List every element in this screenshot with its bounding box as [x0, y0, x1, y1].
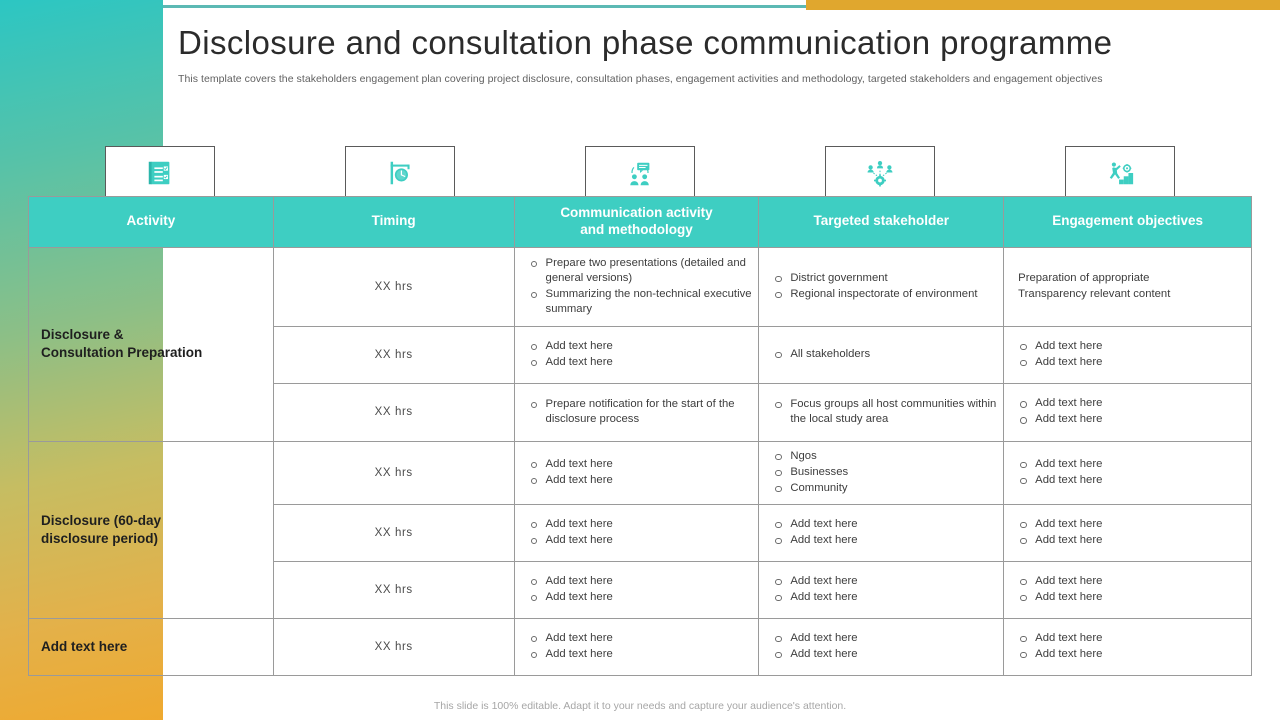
timing-value: XX hrs: [273, 561, 514, 618]
stakeholder-cell: [759, 326, 1004, 383]
communication-cell: [514, 326, 759, 383]
activity-label-line2: disclosure period): [41, 530, 159, 546]
communication-list: [527, 631, 753, 662]
stakeholder-list: [771, 397, 997, 427]
timing-value: XX hrs: [273, 247, 514, 326]
column-header-timing: Timing: [273, 197, 514, 248]
objectives-cell: [1004, 618, 1252, 675]
list-item: Add text here: [527, 517, 753, 532]
objectives-line: Transparency relevant content: [1018, 287, 1171, 300]
list-item: Add text here: [527, 574, 753, 589]
list-item: Add text here: [527, 647, 753, 662]
page-subtitle: This template covers the stakeholders engagement plan covering project disclosure, consultation phases, engagement activities and methodology, targeted stakeholders and engagement objectives: [178, 72, 1103, 85]
list-item: Add text here: [1016, 412, 1245, 427]
list-item: Add text here: [1016, 533, 1245, 548]
list-item: Add text here: [527, 457, 753, 472]
stakeholder-cell: [759, 383, 1004, 441]
table-body: [29, 247, 1252, 675]
objectives-cell: [1004, 561, 1252, 618]
list-item: Businesses: [771, 465, 997, 480]
communication-list: [527, 457, 753, 488]
list-item: Add text here: [771, 590, 997, 605]
activity-label-line1: Disclosure &: [41, 327, 124, 343]
objectives-list: [1016, 574, 1245, 605]
list-item: Add text here: [1016, 339, 1245, 354]
activity-group-label: [29, 247, 274, 441]
objectives-list: [1016, 339, 1245, 370]
timing-value: XX hrs: [273, 618, 514, 675]
table-row: [29, 247, 1252, 326]
communication-programme-table: [28, 196, 1252, 676]
objectives-list: [1016, 517, 1245, 548]
communication-cell: [514, 618, 759, 675]
table-row: [29, 618, 1252, 675]
list-item: All stakeholders: [771, 347, 997, 362]
objectives-cell: [1004, 326, 1252, 383]
timing-value: XX hrs: [273, 441, 514, 504]
objectives-list: [1016, 396, 1245, 427]
stakeholder-cell: [759, 618, 1004, 675]
footer-note: This slide is 100% editable. Adapt it to your needs and capture your audience's attention.: [433, 700, 847, 712]
column-header-stakeholder: Targeted stakeholder: [759, 197, 1004, 248]
list-item: Add text here: [1016, 574, 1245, 589]
list-item: Add text here: [1016, 590, 1245, 605]
column-header-communication-line1: Communication activity: [560, 205, 713, 220]
objectives-cell: [1004, 504, 1252, 561]
stakeholder-list: [771, 517, 997, 548]
table-header: [29, 197, 1252, 248]
column-header-activity: Activity: [29, 197, 274, 248]
communication-people-icon: [585, 146, 695, 198]
objectives-text: [1016, 271, 1245, 302]
list-item: Add text here: [527, 590, 753, 605]
list-item: Add text here: [1016, 457, 1245, 472]
page-title: Disclosure and consultation phase communication programme: [178, 24, 1113, 61]
column-header-communication-line2: and methodology: [580, 221, 693, 237]
stakeholder-cell: [759, 247, 1004, 326]
objectives-cell: [1004, 247, 1252, 326]
communication-cell: [514, 441, 759, 504]
checklist-icon: [105, 146, 215, 198]
timing-value: XX hrs: [273, 504, 514, 561]
activity-label-line1: Disclosure (60-day: [41, 512, 162, 528]
list-item: Summarizing the non-technical executive summary: [527, 287, 753, 317]
activity-label-line2: Consultation Preparation: [41, 345, 203, 361]
communication-list: [527, 574, 753, 605]
communication-cell: [514, 561, 759, 618]
objectives-cell: [1004, 383, 1252, 441]
table-header-row: [29, 197, 1252, 248]
stakeholder-list: [771, 449, 997, 496]
list-item: Add text here: [1016, 473, 1245, 488]
list-item: Add text here: [1016, 396, 1245, 411]
list-item: Add text here: [771, 517, 997, 532]
list-item: Prepare two presentations (detailed and general versions): [527, 256, 753, 286]
objectives-list: [1016, 631, 1245, 662]
objectives-cell: [1004, 441, 1252, 504]
clock-post-icon: [345, 146, 455, 198]
list-item: Add text here: [771, 533, 997, 548]
list-item: Focus groups all host communities within the local study area: [771, 397, 997, 427]
stakeholder-list: [771, 347, 997, 362]
person-stairs-goal-icon: [1065, 146, 1175, 198]
list-item: Add text here: [527, 473, 753, 488]
communication-list: [527, 256, 753, 317]
list-item: Add text here: [771, 647, 997, 662]
stakeholder-list: [771, 631, 997, 662]
list-item: Ngos: [771, 449, 997, 464]
stakeholder-list: [771, 271, 997, 302]
list-item: Add text here: [771, 631, 997, 646]
objectives-list: [1016, 457, 1245, 488]
stakeholder-cell: [759, 504, 1004, 561]
list-item: Add text here: [771, 574, 997, 589]
list-item: Add text here: [1016, 647, 1245, 662]
stakeholder-cell: [759, 561, 1004, 618]
activity-group-label: Add text here: [29, 618, 274, 675]
list-item: Add text here: [1016, 631, 1245, 646]
table-row: [29, 441, 1252, 504]
communication-cell: [514, 504, 759, 561]
communication-cell: [514, 383, 759, 441]
communication-list: [527, 339, 753, 370]
top-accent-line-teal: [163, 5, 807, 8]
column-header-objectives: Engagement objectives: [1004, 197, 1252, 248]
list-item: Add text here: [527, 631, 753, 646]
communication-list: [527, 397, 753, 427]
activity-group-label: [29, 441, 274, 618]
list-item: District government: [771, 271, 997, 286]
communication-cell: [514, 247, 759, 326]
stakeholder-list: [771, 574, 997, 605]
column-header-communication: [514, 197, 759, 248]
list-item: Add text here: [527, 355, 753, 370]
stakeholder-cell: [759, 441, 1004, 504]
communication-list: [527, 517, 753, 548]
timing-value: XX hrs: [273, 383, 514, 441]
list-item: Regional inspectorate of environment: [771, 287, 997, 302]
list-item: Prepare notification for the start of the disclosure process: [527, 397, 753, 427]
objectives-line: Preparation of appropriate: [1018, 272, 1150, 285]
header: [178, 24, 1238, 85]
stakeholder-network-gear-icon: [825, 146, 935, 198]
top-accent-bar-orange: [806, 0, 1280, 10]
list-item: Add text here: [527, 339, 753, 354]
list-item: Add text here: [527, 533, 753, 548]
list-item: Add text here: [1016, 517, 1245, 532]
icon-tab-row: [28, 146, 1252, 198]
list-item: Add text here: [1016, 355, 1245, 370]
list-item: Community: [771, 481, 997, 496]
timing-value: XX hrs: [273, 326, 514, 383]
